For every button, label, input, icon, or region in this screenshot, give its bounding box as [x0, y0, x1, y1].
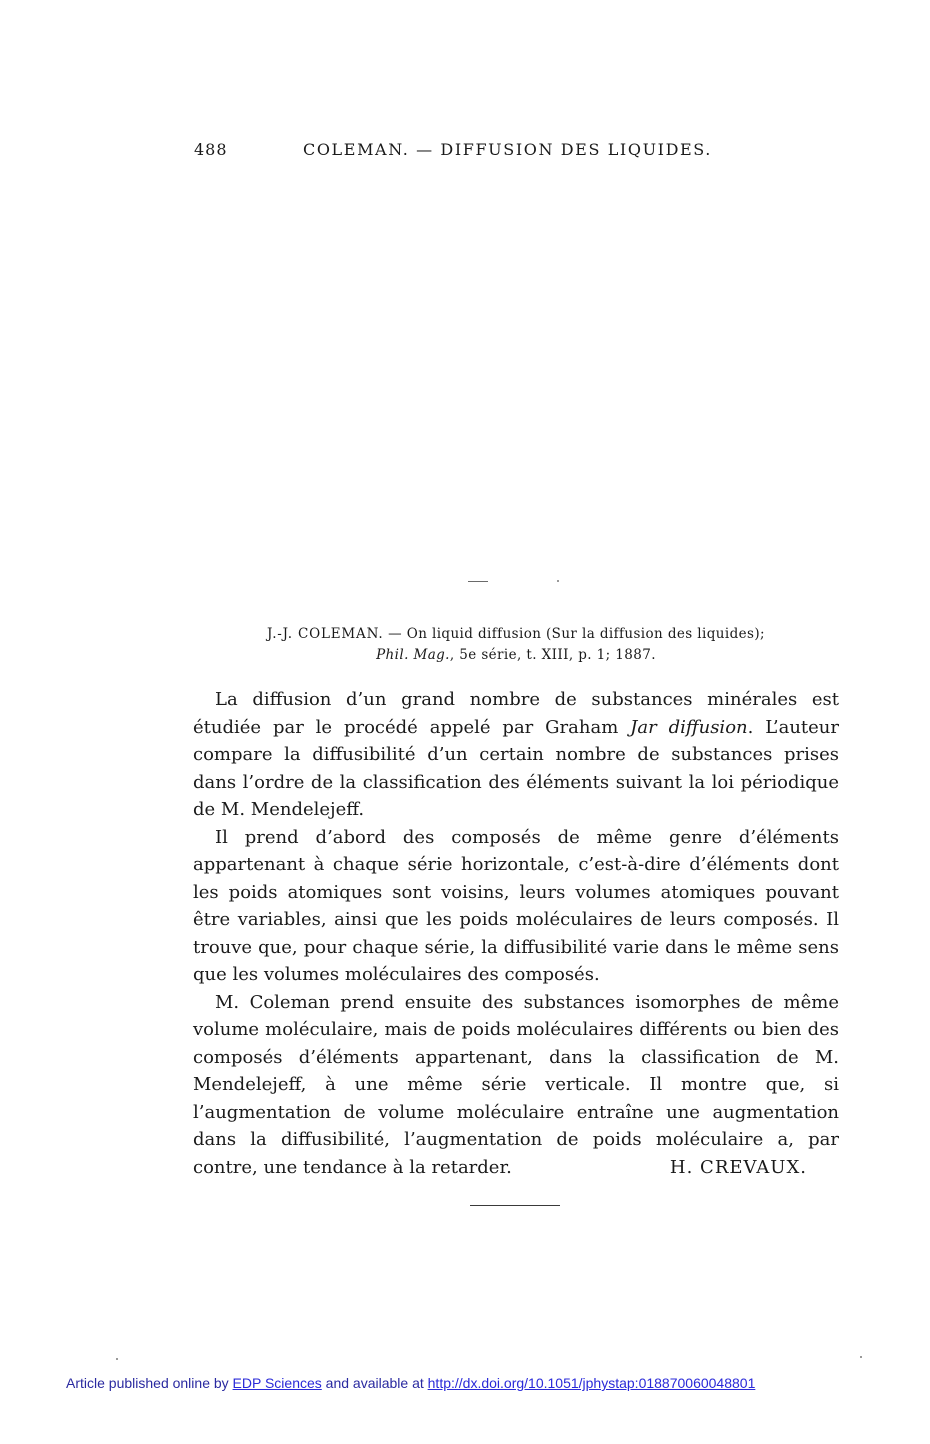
- scan-speck: [860, 1356, 862, 1358]
- paragraph-1: [193, 686, 839, 824]
- paragraph-1-italic-term: Jar diffusion: [630, 716, 748, 738]
- article-citation: [193, 624, 839, 666]
- citation-line-2: [193, 645, 839, 666]
- scan-speck: [557, 580, 559, 582]
- publication-footer: [66, 1375, 755, 1391]
- citation-dash: —: [383, 626, 407, 642]
- author-signature: H. CREVAUX.: [669, 1156, 807, 1178]
- paragraph-3-text: M. Coleman prend ensuite des substances isomorphes de même volume moléculaire, mais de poids moléculaires différents ou bien des composés d’éléments appartenant, dans la classification de M. Mendelejeff, à une même série verticale. Il montre que, si l’augmentation de volume moléculaire entraîne une augmentation dans la diffusibilité, l’augmentation de poids moléculaire a, par contre, une tendance à la retarder.: [193, 991, 839, 1178]
- footer-prefix: Article published online by: [66, 1375, 233, 1391]
- article-body: [193, 686, 839, 1181]
- paragraph-2: Il prend d’abord des composés de même genre d’éléments appartenant à chaque série horizontale, c’est-à-dire d’éléments dont les poids atomiques sont voisins, leurs volumes atomiques pouvant être variables, ainsi que les poids moléculaires de leurs composés. Il trouve que, pour chaque série, la diffusibilité varie dans le même sens que les volumes moléculaires des composés.: [193, 826, 839, 985]
- page-number: 488: [194, 140, 228, 159]
- scan-speck: [116, 1358, 118, 1360]
- citation-title: On liquid diffusion (Sur la diffusion des liquides);: [406, 626, 765, 642]
- separator-rule: [468, 581, 488, 582]
- edp-sciences-link[interactable]: EDP Sciences: [232, 1375, 322, 1391]
- running-title: COLEMAN. — DIFFUSION DES LIQUIDES.: [303, 140, 712, 159]
- footer-middle: and available at: [321, 1375, 428, 1391]
- doi-link[interactable]: http://dx.doi.org/10.1051/jphystap:018870060048801: [427, 1375, 756, 1391]
- paragraph-3: [193, 989, 839, 1182]
- citation-author: J.-J. COLEMAN.: [267, 626, 384, 642]
- end-rule: [470, 1205, 560, 1206]
- paragraph-1-start: La diffusion d’un grand nombre de substances minérales est étudiée par le procédé appelé par Graham: [193, 689, 839, 738]
- citation-line-1: [193, 624, 839, 645]
- paragraph-1-end: . L’auteur compare la diffusibilité d’un certain nombre de substances prises dans l’ordre de la classification des éléments suivant la loi périodique de M. Mendelejeff.: [193, 716, 839, 820]
- citation-details: , 5e série, t. XIII, p. 1; 1887.: [449, 647, 656, 663]
- citation-journal: Phil. Mag.: [376, 647, 450, 663]
